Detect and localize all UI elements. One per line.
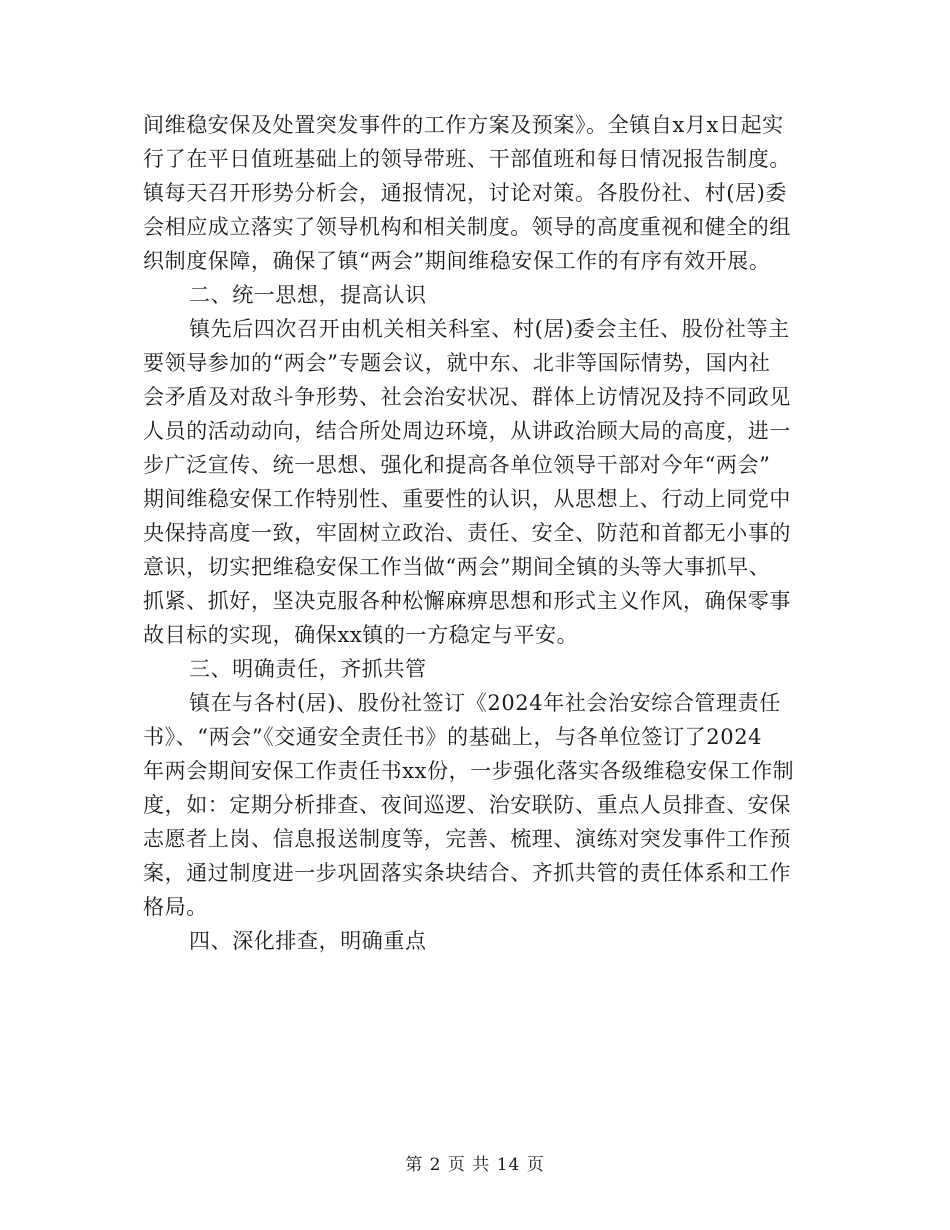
text-line: 要领导参加的“两会”专题会议，就中东、北非等国际情势，国内社: [143, 351, 771, 375]
text-line: 织制度保障，确保了镇“两会”期间维稳安保工作的有序有效开展。: [143, 249, 771, 273]
text-line: 镇在与各村(居)、股份社签订《2024年社会治安综合管理责任: [189, 691, 781, 715]
text-line: 格局。: [143, 895, 208, 919]
page-number-footer: 第 2 页 共 14 页: [405, 1155, 545, 1175]
text-line: 抓紧、抓好，坚决克服各种松懈麻痹思想和形式主义作风，确保零事: [143, 589, 791, 613]
text-line: 年两会期间安保工作责任书xx份，一步强化落实各级维稳安保工作制: [143, 759, 795, 783]
text-line: 志愿者上岗、信息报送制度等，完善、梳理、演练对突发事件工作预: [143, 827, 791, 851]
text-line: 央保持高度一致，牢固树立政治、责任、安全、防范和首都无小事的: [143, 521, 791, 545]
text-line: 二、统一思想，提高认识: [189, 283, 427, 307]
text-line: 人员的活动动向，结合所处周边环境，从讲政治顾大局的高度，进一: [143, 419, 791, 443]
document-body: [143, 108, 803, 958]
text-line: 案，通过制度进一步巩固落实条块结合、齐抓共管的责任体系和工作: [143, 861, 791, 885]
text-line: 意识，切实把维稳安保工作当做“两会”期间全镇的头等大事抓早、: [143, 555, 771, 579]
text-line: 会矛盾及对敌斗争形势、社会治安状况、群体上访情况及持不同政见: [143, 385, 791, 409]
text-line: 度，如：定期分析排查、夜间巡逻、治安联防、重点人员排查、安保: [143, 793, 791, 817]
text-line: 故目标的实现，确保xx镇的一方稳定与平安。: [143, 623, 579, 647]
text-line: 行了在平日值班基础上的领导带班、干部值班和每日情况报告制度。: [143, 147, 791, 171]
text-line: 书》、“两会”《交通安全责任书》的基础上，与各单位签订了2024: [143, 725, 763, 749]
text-line: 步广泛宣传、统一思想、强化和提高各单位领导干部对今年“两会”: [143, 453, 771, 477]
text-line: 镇先后四次召开由机关相关科室、村(居)委会主任、股份社等主: [189, 317, 790, 341]
text-line: 间维稳安保及处置突发事件的工作方案及预案》。全镇自x月x日起实: [143, 113, 784, 137]
text-line: 镇每天召开形势分析会，通报情况，讨论对策。各股份社、村(居)委: [143, 181, 787, 205]
text-line: 会相应成立落实了领导机构和相关制度。领导的高度重视和健全的组: [143, 215, 791, 239]
text-line: 期间维稳安保工作特别性、重要性的认识，从思想上、行动上同党中: [143, 487, 791, 511]
text-line: 四、深化排查，明确重点: [189, 929, 427, 953]
text-line: 三、明确责任，齐抓共管: [189, 657, 427, 681]
